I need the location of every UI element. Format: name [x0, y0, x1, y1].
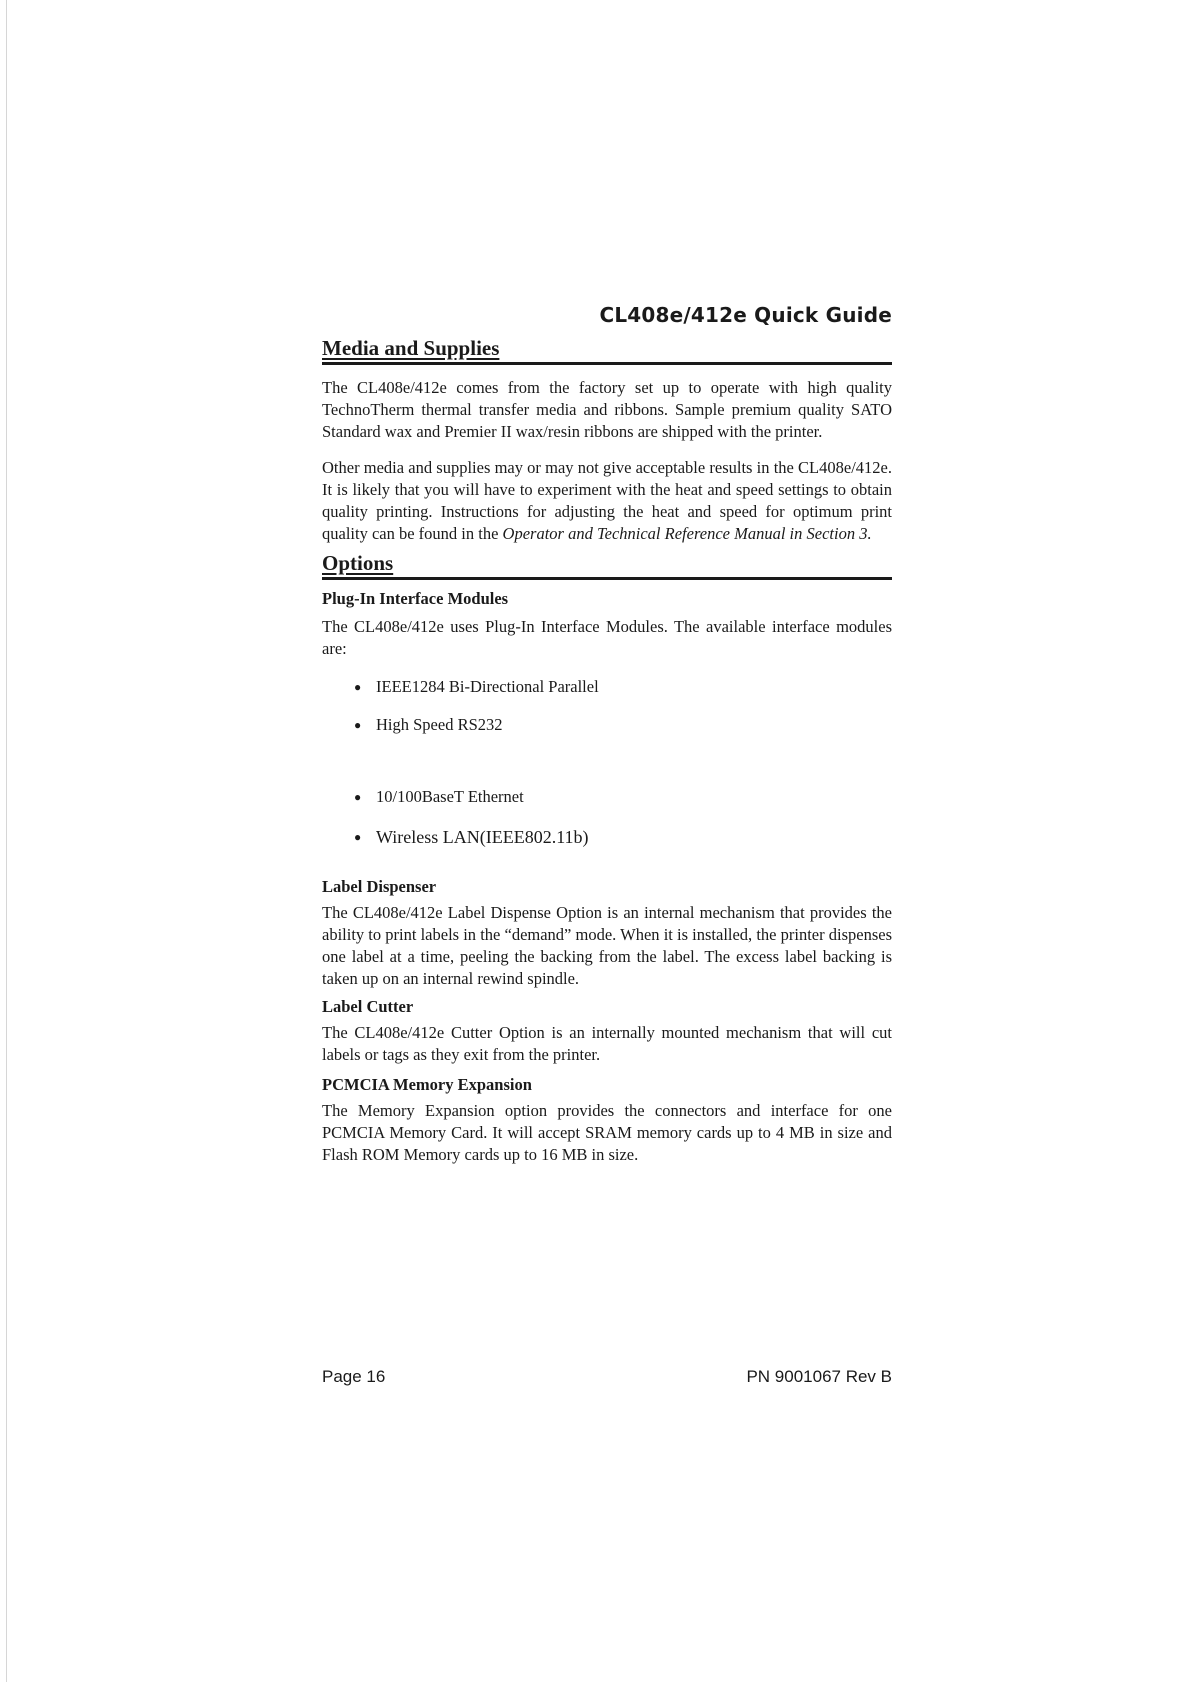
manual-reference: Operator and Technical Reference Manual in Section 3. — [502, 524, 872, 543]
subheading-pcmcia: PCMCIA Memory Expansion — [322, 1075, 532, 1094]
module-label: 10/100BaseT Ethernet — [376, 787, 524, 806]
bullet-icon: ● — [354, 830, 362, 844]
module-label: Wireless LAN(IEEE802.11b) — [376, 827, 589, 847]
scan-edge — [6, 0, 7, 1682]
list-item — [354, 676, 892, 698]
label-cutter-paragraph: The CL408e/412e Cutter Option is an internally mounted mechanism that will cut labels or tags as they exit from the printer. — [322, 1023, 892, 1064]
module-label: IEEE1284 Bi-Directional Parallel — [376, 677, 599, 696]
list-item — [354, 786, 892, 808]
media-paragraph-1: The CL408e/412e comes from the factory set up to operate with high quality TechnoTherm thermal transfer media and ribbons. Sample premium quality SATO Standard wax and Premier II wax/resin ribbons are shipped with the printer. — [322, 378, 892, 441]
label-dispenser-paragraph: The CL408e/412e Label Dispense Option is an internal mechanism that provides the ability to print labels in the “demand” mode. When it is installed, the printer dispenses one label at a time, peeling the backing from the label. The excess label backing is taken up on an internal rewind spindle. — [322, 903, 892, 988]
media-paragraph-2 — [322, 457, 892, 545]
module-label: High Speed RS232 — [376, 715, 503, 734]
bullet-icon: ● — [354, 680, 362, 694]
plugin-modules-paragraph: The CL408e/412e uses Plug-In Interface Modules. The available interface modules are: — [322, 617, 892, 658]
pcmcia-paragraph: The Memory Expansion option provides the connectors and interface for one PCMCIA Memory Card. It will accept SRAM memory cards up to 4 MB in size and Flash ROM Memory cards up to 16 MB in size. — [322, 1101, 892, 1164]
bullet-icon: ● — [354, 718, 362, 732]
guide-title: CL408e/412e Quick Guide — [599, 303, 892, 327]
section-heading-options — [322, 551, 892, 580]
subheading-label-dispenser: Label Dispenser — [322, 877, 437, 896]
section-heading-media — [322, 336, 892, 365]
subheading-label-cutter: Label Cutter — [322, 997, 414, 1016]
page-number: Page 16 — [322, 1367, 386, 1386]
media-paragraph-2-text: Other media and supplies may or may not give acceptable results in the CL408e/412e. It is likely that you will have to experiment with the heat and speed settings to obtain quality printing. Instructions for adjusting the heat and speed for optimum print quality can be found in the — [322, 458, 892, 543]
bullet-icon: ● — [354, 790, 362, 804]
document-page — [322, 300, 892, 1166]
list-item — [354, 714, 892, 736]
list-item — [354, 826, 892, 848]
section-heading-media-label: Media and Supplies — [322, 336, 500, 360]
section-heading-options-label: Options — [322, 551, 394, 575]
module-list — [322, 676, 892, 848]
subheading-plugin-modules: Plug-In Interface Modules — [322, 589, 509, 608]
part-number: PN 9001067 Rev B — [746, 1367, 892, 1386]
